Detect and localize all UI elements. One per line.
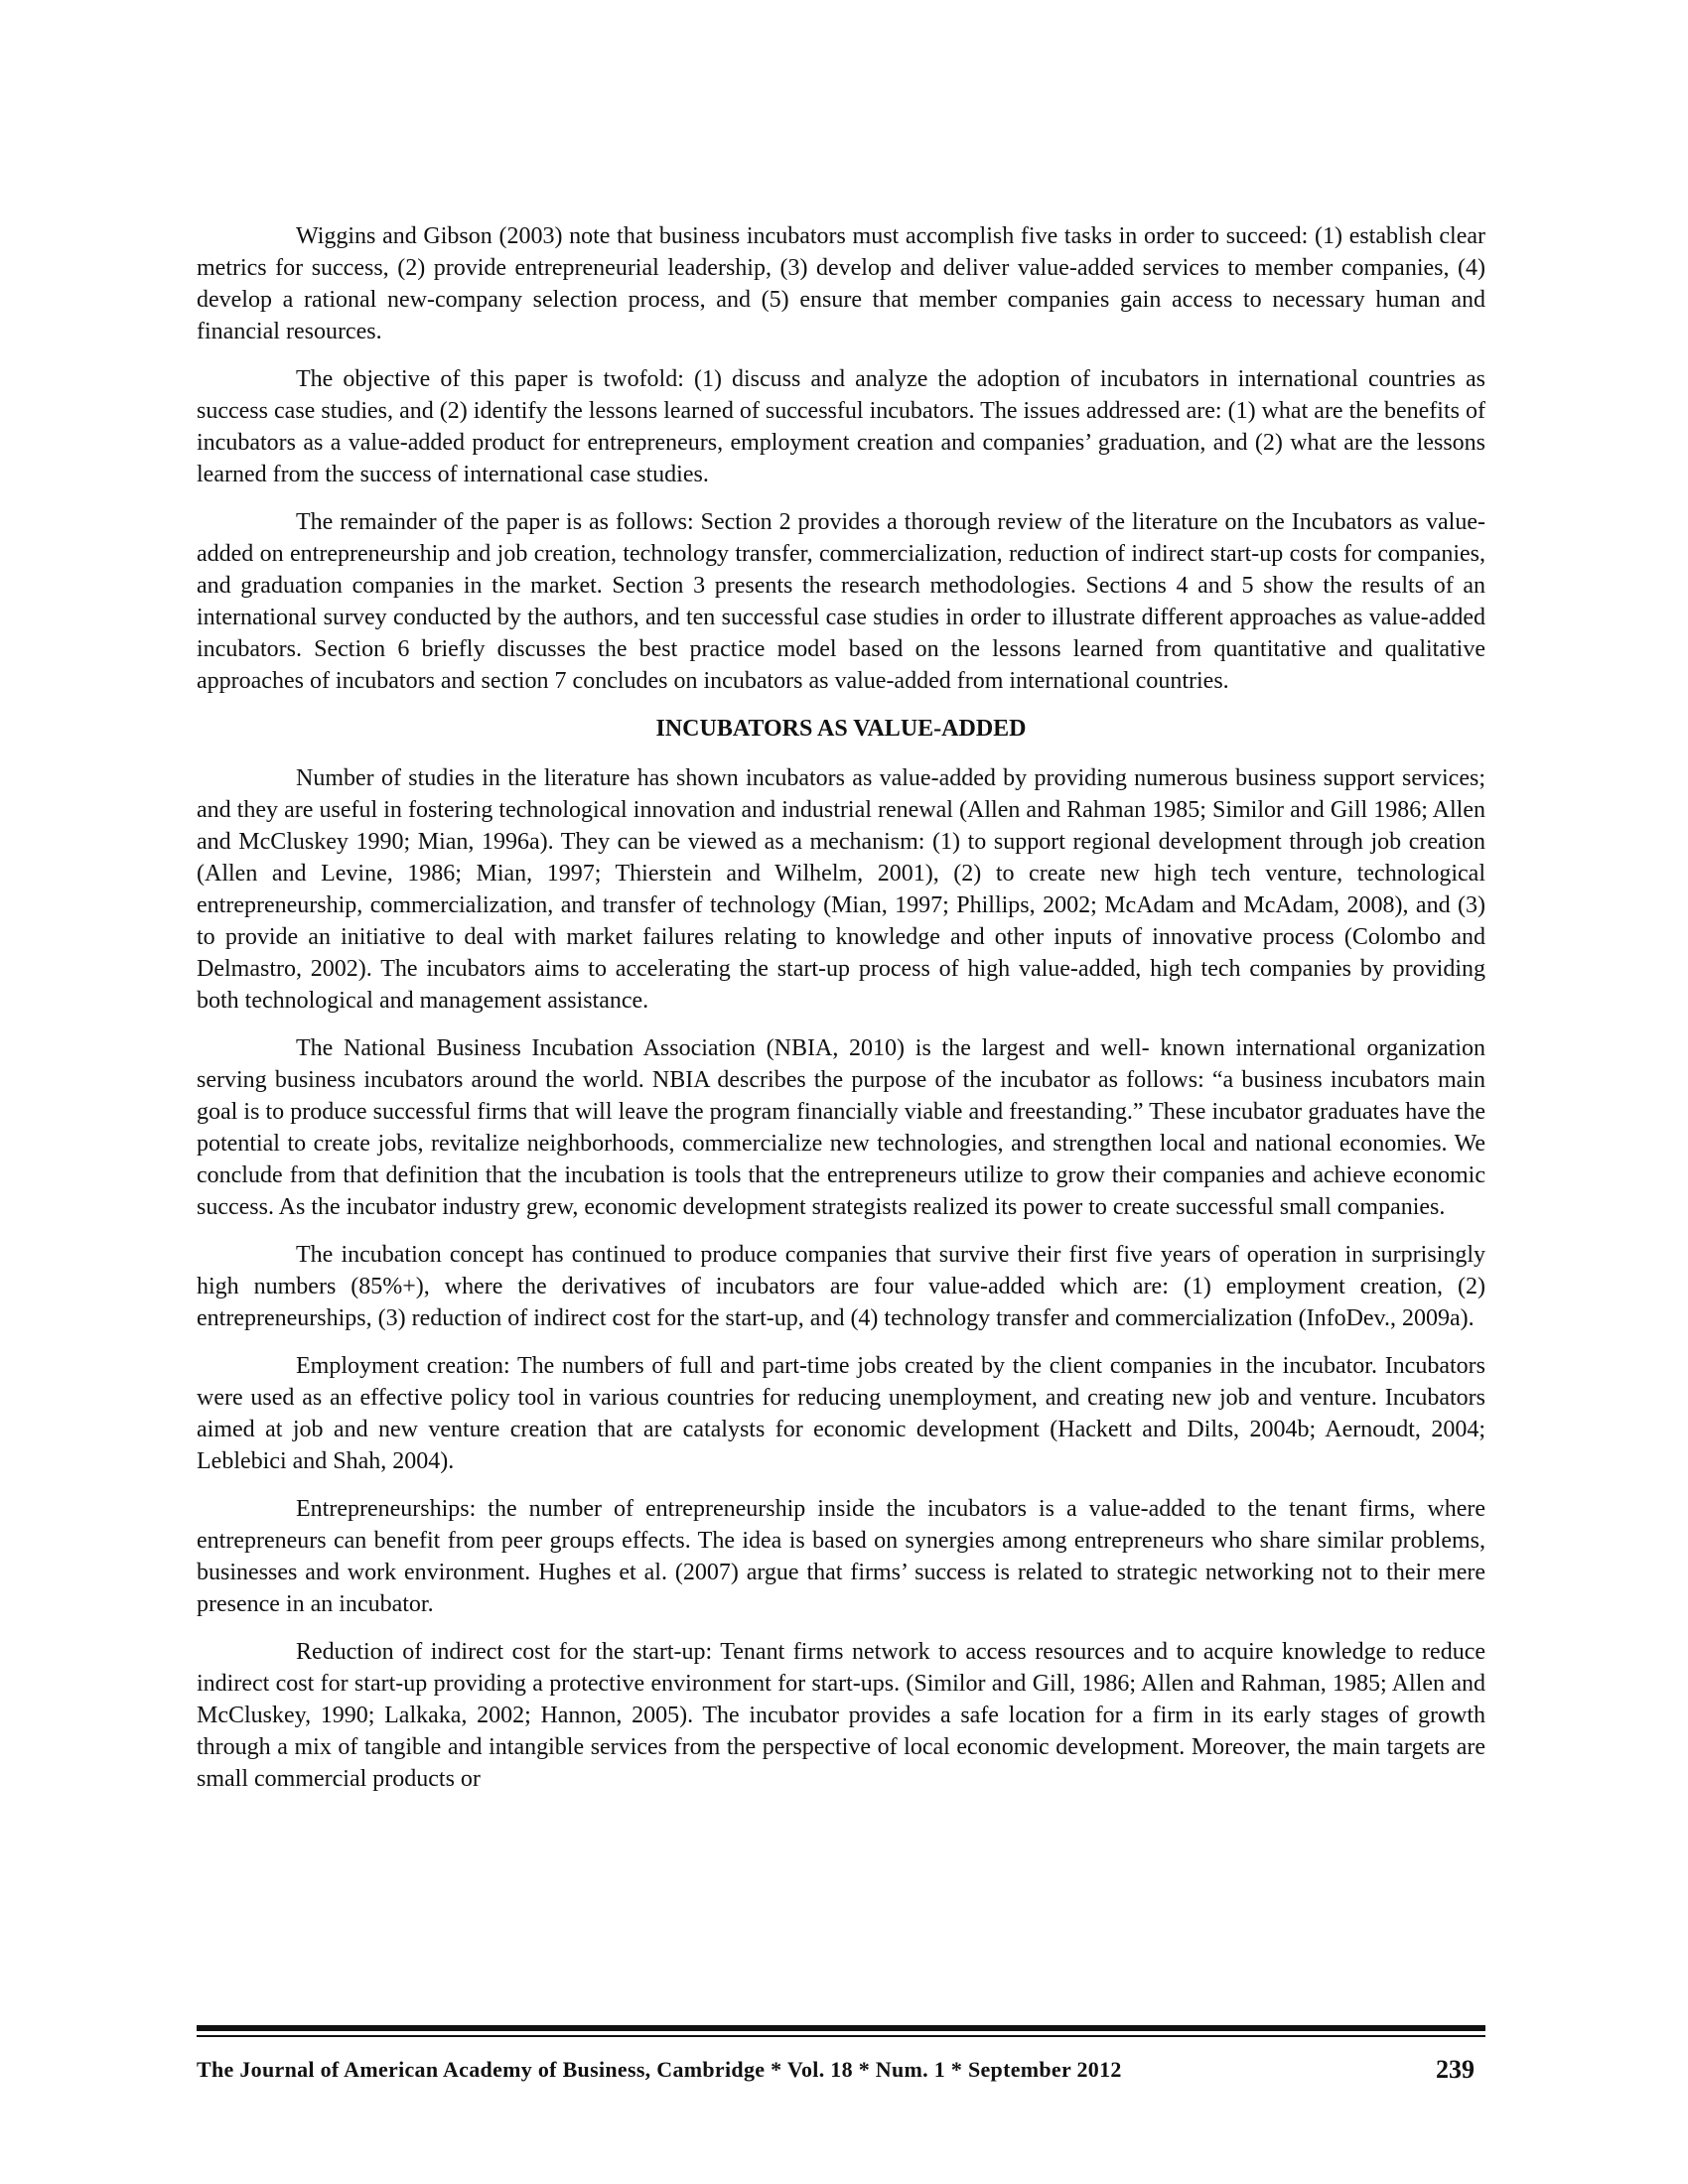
paragraph-remainder: The remainder of the paper is as follows: Section 2 provides a thorough review of the literature on the Incubators as value-added on entrepreneurship and job creation, technology transfer, commercialization, reduction of indirect start-up costs for companies, and graduation companies in the market. Section 3 presents the research methodologies. Sections 4 and 5 show the results of an international survey conducted by the authors, and ten successful case studies in order to illustrate different approaches as value-added incubators. Section 6 briefly discusses the best practice model based on the lessons learned from quantitative and qualitative approaches of incubators and section 7 concludes on incubators as value-added from international countries. [197,509,1485,694]
paragraph-studies: Number of studies in the literature has shown incubators as value-added by providing numerous business support services; and they are useful in fostering technological innovation and industrial renewal (Allen and Rahman 1985; Similor and Gill 1986; Allen and McCluskey 1990; Mian, 1996a). They can be viewed as a mechanism: (1) to support regional development through job creation (Allen and Levine, 1986; Mian, 1997; Thierstein and Wilhelm, 2001), (2) to create new high tech venture, technological entrepreneurship, commercialization, and transfer of technology (Mian, 1997; Phillips, 2002; McAdam and McAdam, 2008), and (3) to provide an initiative to deal with market failures relating to knowledge and other inputs of innovative process (Colombo and Delmastro, 2002). The incubators aims to accelerating the start-up process of high value-added, high tech companies by providing both technological and management assistance. [197,765,1485,1014]
footer-rule-thick [197,2025,1485,2031]
footer-rule-thin [197,2035,1485,2037]
section-heading: INCUBATORS AS VALUE-ADDED [655,716,1027,742]
paragraph-cost-reduction: Reduction of indirect cost for the start-up: Tenant firms network to access resources and to acquire knowledge to reduce indirect cost for start-up providing a protective environment for start-ups. (Similor and Gill, 1986; Allen and Rahman, 1985; Allen and McCluskey, 1990; Lalkaka, 2002; Hannon, 2005). The incubator provides a safe location for a firm in its early stages of growth through a mix of tangible and intangible services from the perspective of local economic development. Moreover, the main targets are small commercial products or [197,1639,1485,1792]
page-number: 239 [1436,2055,1475,2084]
paragraph-nbia: The National Business Incubation Association (NBIA, 2010) is the largest and well- known international organization serving business incubators around the world. NBIA describes the purpose of the incubator as follows: “a business incubators main goal is to produce successful firms that will leave the program financially viable and freestanding.” These incubator graduates have the potential to create jobs, revitalize neighborhoods, commercialize new technologies, and strengthen local and national economies. We conclude from that definition that the incubation is tools that the entrepreneurs utilize to grow their companies and achieve economic success. As the incubator industry grew, economic development strategists realized its power to create successful small companies. [197,1035,1485,1220]
paragraph-employment-creation: Employment creation: The numbers of full and part-time jobs created by the client companies in the incubator. Incubators were used as an effective policy tool in various countries for reducing unemployment, and creating new job and venture. Incubators aimed at job and new venture creation that are catalysts for economic development (Hackett and Dilts, 2004b; Aernoudt, 2004; Leblebici and Shah, 2004). [197,1353,1485,1474]
paragraph-entrepreneurships: Entrepreneurships: the number of entrepreneurship inside the incubators is a value-added to the tenant firms, where entrepreneurs can benefit from peer groups effects. The idea is based on synergies among entrepreneurs who share similar problems, businesses and work environment. Hughes et al. (2007) argue that firms’ success is related to strategic networking not to their mere presence in an incubator. [197,1496,1485,1617]
page-body [197,220,1485,1811]
footer-journal-citation: The Journal of American Academy of Business, Cambridge * Vol. 18 * Num. 1 * September 2012 [197,2057,1122,2082]
paragraph-wiggins-gibson: Wiggins and Gibson (2003) note that business incubators must accomplish five tasks in order to succeed: (1) establish clear metrics for success, (2) provide entrepreneurial leadership, (3) develop and deliver value-added services to member companies, (4) develop a rational new-company selection process, and (5) ensure that member companies gain access to necessary human and financial resources. [197,223,1485,344]
paragraph-objective: The objective of this paper is twofold: (1) discuss and analyze the adoption of incubators in international countries as success case studies, and (2) identify the lessons learned of successful incubators. The issues addressed are: (1) what are the benefits of incubators as a value-added product for entrepreneurs, employment creation and companies’ graduation, and (2) what are the lessons learned from the success of international case studies. [197,366,1485,487]
paragraph-incubation-concept: The incubation concept has continued to produce companies that survive their first five years of operation in surprisingly high numbers (85%+), where the derivatives of incubators are four value-added which are: (1) employment creation, (2) entrepreneurships, (3) reduction of indirect cost for the start-up, and (4) technology transfer and commercialization (InfoDev., 2009a). [197,1242,1485,1331]
